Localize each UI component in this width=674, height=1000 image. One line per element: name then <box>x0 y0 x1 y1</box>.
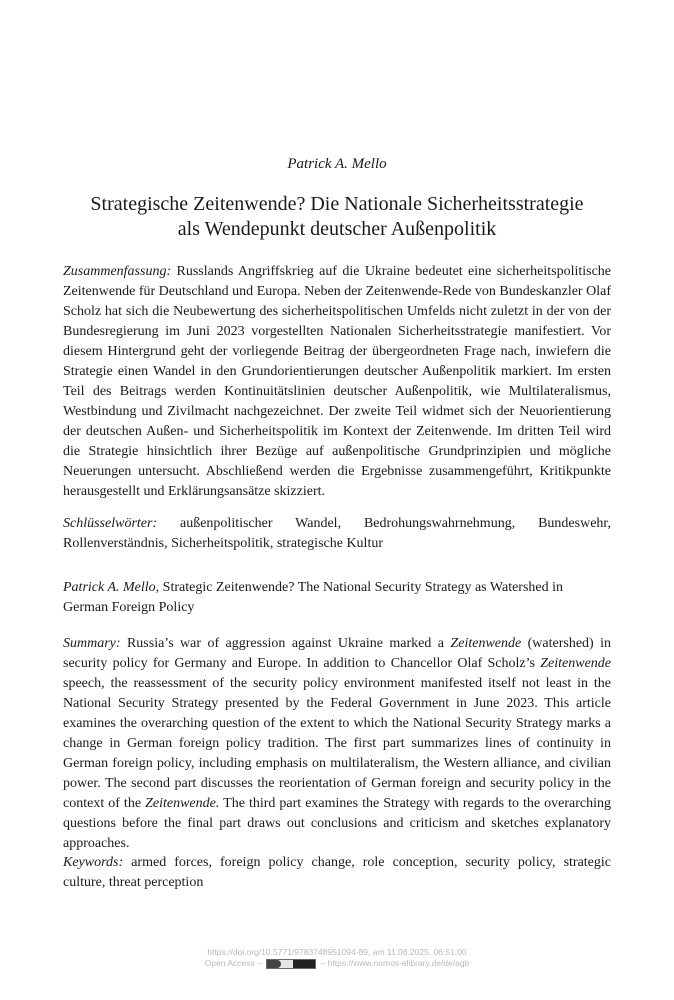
summary-text-1: Russia’s war of aggression against Ukraine marked a <box>126 636 445 651</box>
abstract-label: Zusammenfassung: <box>63 264 172 279</box>
summary-text-2: (watershed) in security policy for Germany and Europe. In addition to Chancellor Olaf Scholz’s <box>63 636 612 671</box>
english-summary <box>63 634 611 854</box>
doi-link[interactable]: https://doi.org/10.5771/9783748951094-89, am 11.06.2025, 06:51:00 <box>207 947 467 957</box>
english-title <box>63 578 611 618</box>
german-keywords <box>63 514 611 554</box>
keywords-text: außenpolitischer Wandel, Bedrohungswahrnehmung, Bundeswehr, Rollenverständnis, Sicherheitspolitik, strategische Kultur <box>63 516 612 551</box>
english-title-author: Patrick A. Mello, <box>63 580 160 595</box>
keywords-label-en: Keywords: <box>63 855 124 870</box>
keywords-text-en: armed forces, foreign policy change, role conception, security policy, strategic culture, threat perception <box>63 855 611 890</box>
author-name: Patrick A. Mello <box>287 156 387 172</box>
open-access-label: Open Access – <box>204 958 262 968</box>
terms-link[interactable]: – https://www.nomos-elibrary.de/de/agb <box>320 958 470 968</box>
summary-term-1: Zeitenwende <box>450 636 522 651</box>
english-keywords <box>63 853 611 893</box>
summary-label: Summary: <box>63 636 121 651</box>
title-line-2: als Wendepunkt deutscher Außenpolitik <box>177 218 497 240</box>
cc-license-icon <box>266 959 316 969</box>
english-title-text: Strategic Zeitenwende? The National Security Strategy as Watershed in German Foreign Policy <box>63 580 564 615</box>
keywords-label: Schlüsselwörter: <box>63 516 158 531</box>
access-footer <box>0 947 674 969</box>
summary-text-3: speech, the reassessment of the security policy environment manifested itself not least in the National Security Strategy presented by the Federal Government in June 2023. This article examines the overarching question of the extent to which the National Security Strategy marks a change in German foreign policy tradition. The first part summarizes lines of continuity in German foreign policy, including emphasis on multilateralism, the Western alliance, and civilian power. The second part discusses the reorientation of German foreign and security policy in the context of the <box>63 676 611 811</box>
abstract-text: Russlands Angriffskrieg auf die Ukraine bedeutet eine sicherheitspolitische Zeitenwende für Deutschland und Europa. Neben der Zeitenwende-Rede von Bundeskanzler Olaf Scholz hat sich die Neubewertung des sicherheitspolitischen Umfelds nicht zuletzt in der von der Bundesregierung im Juni 2023 vorgestellten Nationalen Sicherheitsstrategie manifestiert. Vor diesem Hintergrund geht der vorliegende Beitrag der übergeordneten Frage nach, inwiefern die Strategie einen Wandel in den Grundorientierungen deutscher Außenpolitik markiert. Im ersten Teil des Beitrags werden Kontinuitätslinien deutscher Außenpolitik, wie Multilateralismus, Westbindung und Zivilmacht nachgezeichnet. Der zweite Teil widmet sich der Neuorientierung der deutschen Außen- und Sicherheitspolitik im Kontext der Zeitenwende. Im dritten Teil wird die Strategie hinsichtlich ihrer Bezüge auf außenpolitische Grundprinzipien und mögliche Neuerungen untersucht. Abschließend werden die Ergebnisse zusammengeführt, Kritikpunkte herausgestellt und Erklärungsansätze skizziert. <box>63 264 612 499</box>
summary-term-2: Zeitenwende <box>540 656 611 671</box>
summary-text-4: The third part examines the Strategy with regards to the overarching questions before the final part draws out conclusions and criticism and sketches explanatory approaches. <box>63 796 612 851</box>
german-abstract <box>63 262 611 502</box>
title-line-1: Strategische Zeitenwende? Die Nationale Sicherheitsstrategie <box>90 193 584 215</box>
license-line <box>0 958 674 969</box>
summary-term-3: Zeitenwende. <box>145 796 220 811</box>
article-title <box>40 192 634 242</box>
